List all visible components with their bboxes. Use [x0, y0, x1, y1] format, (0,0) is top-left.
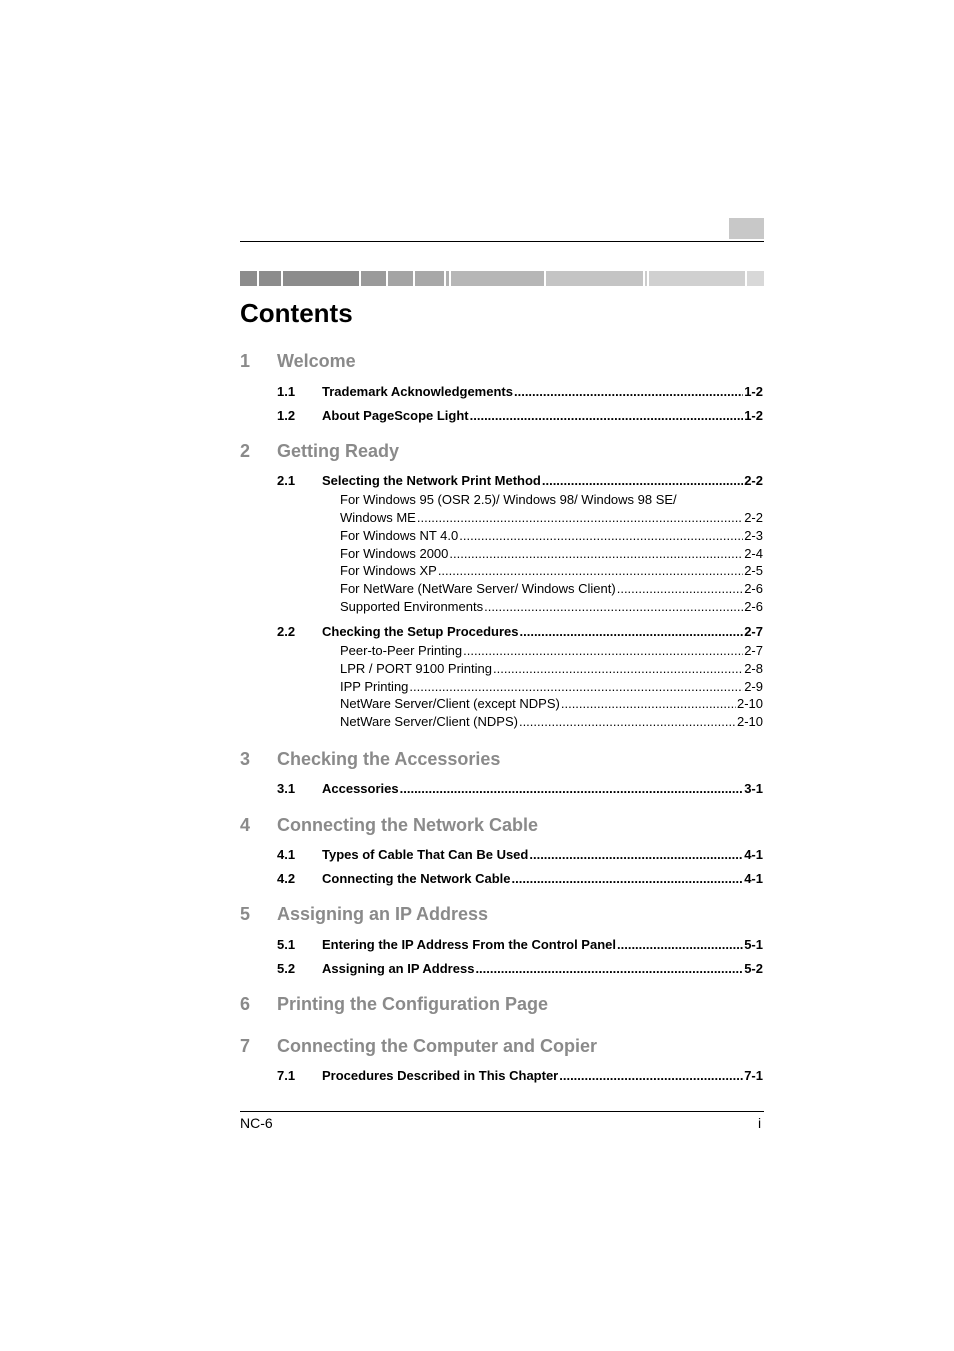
section-number: 7.1	[277, 1068, 296, 1083]
dot-leader	[542, 473, 743, 488]
chapter-title[interactable]: Assigning an IP Address	[277, 904, 489, 924]
section-title: Trademark Acknowledgements	[322, 384, 513, 399]
subsection-title: For Windows 2000	[340, 546, 449, 561]
toc-subsection-entry[interactable]	[340, 714, 763, 729]
footer-page-number: i	[758, 1115, 762, 1131]
section-title: Accessories	[322, 781, 399, 796]
section-title: Connecting the Network Cable	[322, 871, 511, 886]
toc-section-entry[interactable]	[322, 624, 763, 639]
section-title: Types of Cable That Can Be Used	[322, 847, 529, 862]
subsection-title: Windows ME	[340, 510, 416, 525]
chapter-title[interactable]: Printing the Configuration Page	[277, 994, 548, 1014]
page-ref: 2-4	[744, 546, 763, 561]
page-ref: 2-6	[744, 581, 763, 596]
dot-leader	[417, 510, 743, 525]
page-ref: 2-2	[744, 473, 763, 488]
dot-leader	[463, 643, 743, 658]
chapter-number: 2	[240, 441, 251, 461]
chapter-number: 7	[240, 1036, 251, 1056]
toc-section-entry[interactable]	[322, 384, 763, 399]
dot-leader	[559, 1068, 743, 1083]
dot-leader	[400, 781, 744, 796]
page-ref: 2-7	[744, 624, 763, 639]
page-ref: 2-10	[736, 696, 763, 711]
dot-leader	[449, 546, 743, 561]
dot-leader	[617, 937, 743, 952]
page-ref: 2-5	[744, 563, 763, 578]
subsection-title: Supported Environments	[340, 599, 484, 614]
dot-leader	[514, 384, 743, 399]
subsection-title: IPP Printing	[340, 679, 409, 694]
dot-leader	[520, 624, 744, 639]
toc-section-entry[interactable]	[322, 871, 763, 886]
section-number: 2.1	[277, 473, 296, 488]
page-ref: 2-6	[744, 599, 763, 614]
section-number: 2.2	[277, 624, 296, 639]
toc-subsection-entry[interactable]	[340, 581, 763, 596]
toc-subsection-entry[interactable]	[340, 528, 763, 543]
page-ref: 4-1	[744, 871, 763, 886]
dot-leader	[512, 871, 744, 886]
chapter-number: 6	[240, 994, 251, 1014]
toc-section-entry[interactable]	[322, 961, 763, 976]
toc-section-entry[interactable]	[322, 473, 763, 488]
dot-leader	[484, 599, 743, 614]
section-number: 4.1	[277, 847, 296, 862]
dot-leader	[493, 661, 743, 676]
chapter-title[interactable]: Getting Ready	[277, 441, 400, 461]
toc-subsection-entry[interactable]	[340, 599, 763, 614]
toc-subsection-entry[interactable]	[340, 643, 763, 658]
page-ref: 3-1	[744, 781, 763, 796]
section-title: About PageScope Light	[322, 408, 469, 423]
subsection-title: LPR / PORT 9100 Printing	[340, 661, 492, 676]
section-title: Assigning an IP Address	[322, 961, 475, 976]
page-ref: 4-1	[744, 847, 763, 862]
subsection-title: NetWare Server/Client (except NDPS)	[340, 696, 560, 711]
chapter-number: 4	[240, 815, 251, 835]
header-decor-band	[240, 271, 764, 286]
dot-leader	[519, 714, 736, 729]
section-title: Selecting the Network Print Method	[322, 473, 541, 488]
chapter-title[interactable]: Connecting the Network Cable	[277, 815, 539, 835]
toc-section-entry[interactable]	[322, 937, 763, 952]
section-number: 1.2	[277, 408, 296, 423]
page-ref: 5-2	[744, 961, 763, 976]
dot-leader	[470, 408, 744, 423]
subsection-title: Peer-to-Peer Printing	[340, 643, 463, 658]
toc-section-entry[interactable]	[322, 408, 763, 423]
dot-leader	[459, 528, 743, 543]
dot-leader	[438, 563, 743, 578]
toc-subsection-entry[interactable]	[340, 563, 763, 578]
dot-leader	[617, 581, 743, 596]
footer-rule	[240, 1111, 764, 1112]
toc-subsection-entry[interactable]	[340, 679, 763, 694]
page-ref: 2-7	[744, 643, 763, 658]
subsection-title: For Windows XP	[340, 563, 437, 578]
chapter-number: 3	[240, 749, 251, 769]
toc-subsection-entry[interactable]	[340, 546, 763, 561]
page-ref: 2-3	[744, 528, 763, 543]
page-ref: 7-1	[744, 1068, 763, 1083]
toc-section-entry[interactable]	[322, 1068, 763, 1083]
subsection-title: For NetWare (NetWare Server/ Windows Client)	[340, 581, 616, 596]
page-ref: 1-2	[744, 384, 763, 399]
section-number: 1.1	[277, 384, 296, 399]
footer-model-label: NC-6	[240, 1115, 273, 1131]
section-number: 4.2	[277, 871, 296, 886]
section-title: Checking the Setup Procedures	[322, 624, 519, 639]
toc-subsection-entry[interactable]	[340, 696, 763, 711]
toc-subsection-entry[interactable]	[340, 661, 763, 676]
dot-leader	[529, 847, 743, 862]
page-ref: 2-2	[744, 510, 763, 525]
toc-section-entry[interactable]	[322, 847, 763, 862]
section-number: 5.2	[277, 961, 296, 976]
page-ref: 2-10	[736, 714, 763, 729]
page-ref: 2-9	[744, 679, 763, 694]
page-ref: 1-2	[744, 408, 763, 423]
chapter-number: 5	[240, 904, 251, 924]
page-title: Contents	[240, 298, 353, 328]
page-ref: 2-8	[744, 661, 763, 676]
top-rule	[240, 241, 764, 242]
subsection-title: NetWare Server/Client (NDPS)	[340, 714, 518, 729]
section-title: Procedures Described in This Chapter	[322, 1068, 559, 1083]
dot-leader	[561, 696, 736, 711]
chapter-tab-marker	[729, 218, 764, 239]
toc-section-entry[interactable]	[322, 781, 763, 796]
chapter-title[interactable]: Connecting the Computer and Copier	[277, 1036, 598, 1056]
chapter-title[interactable]: Welcome	[277, 351, 356, 371]
chapter-number: 1	[240, 351, 251, 371]
dot-leader	[475, 961, 743, 976]
section-number: 5.1	[277, 937, 296, 952]
chapter-title[interactable]: Checking the Accessories	[277, 749, 501, 769]
subsection-title-line[interactable]: For Windows 95 (OSR 2.5)/ Windows 98/ Windows 98 SE/	[340, 492, 677, 507]
section-number: 3.1	[277, 781, 296, 796]
page-ref: 5-1	[744, 937, 763, 952]
toc-subsection-entry[interactable]	[340, 510, 763, 525]
section-title: Entering the IP Address From the Control Panel	[322, 937, 616, 952]
subsection-title: For Windows NT 4.0	[340, 528, 459, 543]
dot-leader	[409, 679, 743, 694]
